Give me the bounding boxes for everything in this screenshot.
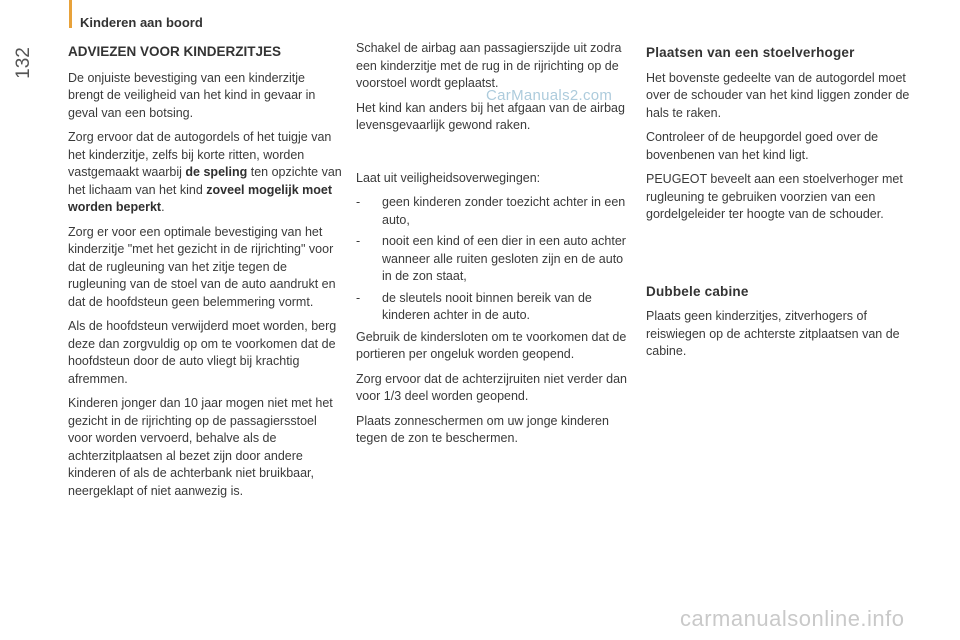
paragraph-headrest: Als de hoofdsteun verwijderd moet worden, berg deze dan zorgvuldig op om te voorkomen dat de hoofdsteun door de auto vliegt bij krachtig afremmen.: [68, 319, 337, 386]
paragraph-under-10: Kinderen jonger dan 10 jaar mogen niet met het gezicht in de rijrichting op de passagiersstoel voor worden vervoerd, behalve als de achterzitplaatsen al bezet zijn door andere kinderen of als de achterbank niet bruikbaar, neergeklapt of niet aanwezig is.: [68, 396, 333, 498]
column-left: [68, 40, 343, 507]
watermark-carmanualsonline: carmanualsonline.info: [680, 606, 905, 631]
safety-list: [356, 194, 634, 325]
paragraph-child-locks: Gebruik de kindersloten om te voorkomen dat de portieren per ongeluk worden geopend.: [356, 329, 627, 361]
paragraph-belt-shoulder: Het bovenste gedeelte van de autogordel moet over de schouder van het kind liggen zonder de hals te raken.: [646, 70, 910, 120]
paragraph-forward-facing: Zorg er voor een optimale bevestiging van het kinderzitje "met het gezicht in de rijrichting" voor dat de rugleuning van het zitje tegen de rugleuning van de stoel van de auto aandrukt en dat de hoofdsteun geen belemmering vormt.: [68, 224, 336, 309]
emphasis-slack: de speling: [185, 165, 248, 179]
heading-double-cab: Dubbele cabine: [646, 283, 749, 299]
section-title: Kinderen aan boord: [80, 15, 203, 30]
list-item: - de sleutels nooit binnen bereik van de kinderen achter in de auto.: [356, 290, 592, 322]
paragraph-rear-windows: Zorg ervoor dat de achterzijruiten niet verder dan voor 1/3 deel worden geopend.: [356, 371, 627, 403]
paragraph-airbag-danger: Het kind kan anders bij het afgaan van de airbag levensgevaarlijk gewond raken.: [356, 100, 625, 132]
heading-booster-seat: Plaatsen van een stoelverhoger: [646, 45, 855, 60]
heading-child-seat-advice: ADVIEZEN VOOR KINDERZITJES: [68, 44, 282, 59]
paragraph-sun-blinds: Plaats zonneschermen om uw jonge kinderen tegen de zon te beschermen.: [356, 413, 609, 445]
paragraph-double-cab: Plaats geen kinderzitjes, zitverhogers of reiswiegen op de achterste zitplaatsen van de cabine.: [646, 309, 900, 358]
list-item: - geen kinderen zonder toezicht achter in een auto,: [356, 195, 626, 227]
header-accent-bar: [69, 0, 72, 28]
paragraph-safety-intro: Laat uit veiligheidsoverwegingen:: [356, 170, 541, 185]
paragraph-peugeot-recommends: PEUGEOT beveelt aan een stoelverhoger met rugleuning te gebruiken voorzien van een gordelgeleider ter hoogte van de schouder.: [646, 172, 903, 221]
paragraph-lap-belt: Controleer of de heupgordel goed over de bovenbenen van het kind ligt.: [646, 130, 879, 162]
paragraph-incorrect-fitting: De onjuiste bevestiging van een kinderzitje brengt de veiligheid van het kind in gevaar in geval van een botsing.: [68, 70, 316, 120]
watermark-carmanuals2: CarManuals2.com: [486, 87, 613, 104]
page-number: 132: [13, 47, 34, 79]
emphasis-minimise: zoveel mogelijk moet worden beperkt: [68, 182, 333, 214]
paragraph-seatbelt-slack: Zorg ervoor dat de autogordels of het tuigje van het kinderzitje, zelfs bij korte ritten, worden vastgemaakt waarbij de speling ten opzichte van het lichaam van het kind zoveel mogelijk moet worden beperkt.: [68, 130, 342, 214]
paragraph-airbag-deactivate: Schakel de airbag aan passagierszijde uit zodra een kinderzitje met de rug in de rijrichting op de voorstoel wordt geplaatst.: [356, 41, 622, 90]
list-item: - nooit een kind of een dier in een auto achter wanneer alle ruiten gesloten zijn en de auto in de zon staat,: [356, 234, 626, 283]
column-right: [646, 40, 911, 368]
